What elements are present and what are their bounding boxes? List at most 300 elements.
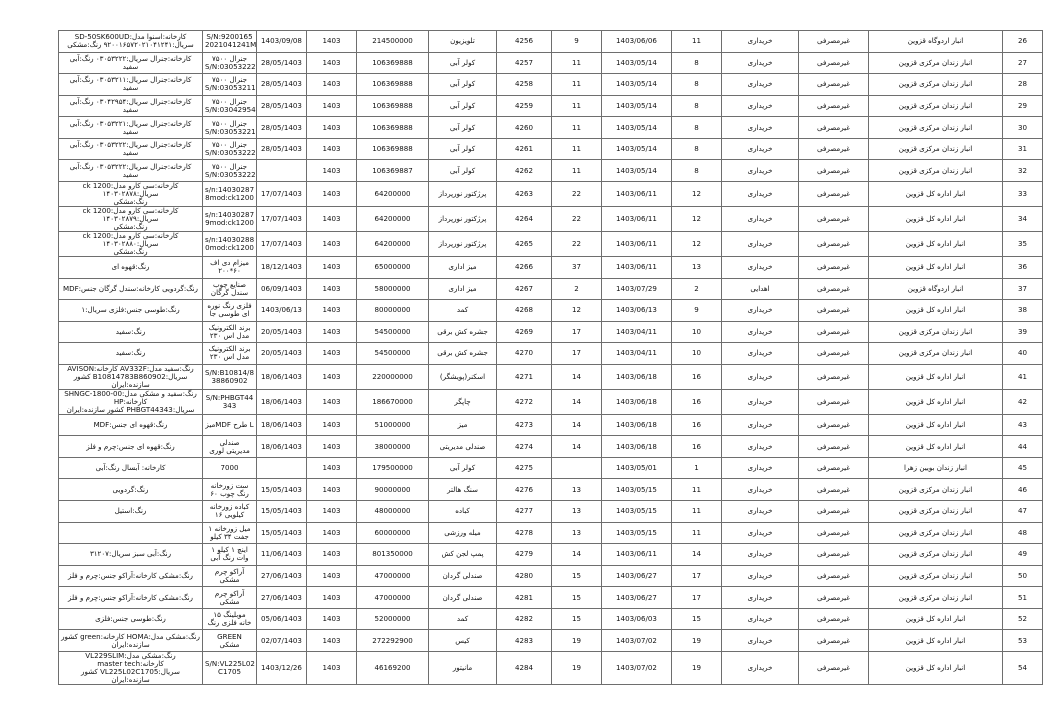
delivery-date-cell: 05/06/1403 [257,608,307,630]
item-id-cell: 4273 [497,414,552,436]
serial-cell: میل زورخانه ۱ جفت ۳۴ کیلو [203,522,257,544]
code-cell: 16 [672,389,722,414]
quantity-cell: 17 [552,321,602,343]
quantity-cell: 11 [552,117,602,139]
item-id-cell: 4262 [497,160,552,182]
price-cell: 80000000 [357,300,429,322]
serial-cell: فلزی رنگ نوره ای طوسی جا [203,300,257,322]
description-cell: کارخانه:جنرال سریال:۰۳۰۵۳۲۲۲ رنگ:آبی سفید [59,160,203,182]
delivery-date-cell: 18/06/1403 [257,364,307,389]
usage-type-cell: غیرمصرفی [799,501,869,523]
usage-type-cell: غیرمصرفی [799,457,869,479]
item-id-cell: 4271 [497,364,552,389]
date-cell: 1403/06/06 [602,31,672,53]
date-cell: 1403/05/14 [602,52,672,74]
year-cell: 1403 [307,321,357,343]
acquisition-type-cell: خریداری [722,117,799,139]
code-cell: 12 [672,181,722,206]
item-id-cell: 4282 [497,608,552,630]
warehouse-cell: انبار اداره کل قزوین [869,436,1003,458]
year-cell: 1403 [307,52,357,74]
quantity-cell: 13 [552,522,602,544]
code-cell: 15 [672,608,722,630]
code-cell: 16 [672,414,722,436]
price-cell: 64200000 [357,231,429,256]
quantity-cell: 11 [552,95,602,117]
row-number-cell: 51 [1003,587,1043,609]
serial-cell: S/N:9200165 2021041241M [203,31,257,53]
usage-type-cell: غیرمصرفی [799,651,869,684]
usage-type-cell: غیرمصرفی [799,321,869,343]
item-name-cell: کولر آبی [429,117,497,139]
table-row [59,231,1043,256]
serial-cell: میزMDF طرح L [203,414,257,436]
description-cell: رنگ:سفید مدل:AV332F کارخانه:AVISON سریال:B10814783B860902 کشور سازنده:ایران [59,364,203,389]
row-number-cell: 30 [1003,117,1043,139]
row-number-cell: 54 [1003,651,1043,684]
table-row [59,544,1043,566]
row-number-cell: 42 [1003,389,1043,414]
code-cell: 1 [672,457,722,479]
description-cell: کارخانه:سی کارو مدل:ck 1200 سریال:۱۴۰۳۰۲۸۷۹ رنگ:مشکی [59,206,203,231]
acquisition-type-cell: خریداری [722,544,799,566]
item-id-cell: 4263 [497,181,552,206]
year-cell: 1403 [307,74,357,96]
warehouse-cell: انبار زندان مرکزی قزوین [869,52,1003,74]
delivery-date-cell: 28/05/1403 [257,52,307,74]
row-number-cell: 36 [1003,256,1043,278]
item-id-cell: 4270 [497,343,552,365]
item-name-cell: کولر آبی [429,457,497,479]
delivery-date-cell: 28/05/1403 [257,117,307,139]
description-cell: رنگ:گردویی کارخانه:سندل گرگان جنس:MDF [59,278,203,300]
usage-type-cell: غیرمصرفی [799,343,869,365]
description-cell: رنگ:مشکی مدل:HOMA کارخانه:green کشور سازنده:ایران [59,630,203,652]
year-cell: 1403 [307,501,357,523]
serial-cell: جنرال ۷۵۰۰ S/N:03053222 [203,160,257,182]
acquisition-type-cell: خریداری [722,52,799,74]
delivery-date-cell: 15/05/1403 [257,479,307,501]
date-cell: 1403/07/29 [602,278,672,300]
date-cell: 1403/07/02 [602,651,672,684]
row-number-cell: 53 [1003,630,1043,652]
table-row [59,389,1043,414]
price-cell: 47000000 [357,565,429,587]
warehouse-cell: انبار اردوگاه قزوین [869,278,1003,300]
table-row [59,501,1043,523]
warehouse-cell: انبار اردوگاه قزوین [869,31,1003,53]
warehouse-cell: انبار زندان مرکزی قزوین [869,343,1003,365]
acquisition-type-cell: خریداری [722,630,799,652]
price-cell: 179500000 [357,457,429,479]
item-id-cell: 4281 [497,587,552,609]
delivery-date-cell: 15/05/1403 [257,501,307,523]
acquisition-type-cell: خریداری [722,651,799,684]
serial-cell: جنرال ۷۵۰۰ S/N:03053222 [203,138,257,160]
code-cell: 12 [672,231,722,256]
quantity-cell: 14 [552,436,602,458]
table-row [59,608,1043,630]
item-name-cell: چاپگر [429,389,497,414]
acquisition-type-cell: خریداری [722,343,799,365]
row-number-cell: 33 [1003,181,1043,206]
item-name-cell: کیس [429,630,497,652]
description-cell: رنگ:مشکی کارخانه:آراکو جنس:چرم و فلز [59,587,203,609]
date-cell: 1403/04/11 [602,321,672,343]
delivery-date-cell: 02/07/1403 [257,630,307,652]
quantity-cell: 15 [552,587,602,609]
date-cell: 1403/07/02 [602,630,672,652]
quantity-cell: 2 [552,278,602,300]
date-cell: 1403/05/15 [602,479,672,501]
usage-type-cell: غیرمصرفی [799,479,869,501]
row-number-cell: 34 [1003,206,1043,231]
description-cell: رنگ:طوسی جنس:فلزی [59,608,203,630]
quantity-cell: 22 [552,231,602,256]
year-cell: 1403 [307,565,357,587]
price-cell: 51000000 [357,414,429,436]
code-cell: 19 [672,651,722,684]
item-id-cell: 4272 [497,389,552,414]
delivery-date-cell: 27/06/1403 [257,565,307,587]
warehouse-cell: انبار اداره کل قزوین [869,630,1003,652]
serial-cell: برند الکترونیک مدل اس ۲۳۰ [203,321,257,343]
item-name-cell: کمد [429,608,497,630]
row-number-cell: 28 [1003,74,1043,96]
table-row [59,414,1043,436]
description-cell: رنگ:سفید [59,343,203,365]
quantity-cell: 13 [552,479,602,501]
code-cell: 8 [672,160,722,182]
usage-type-cell: غیرمصرفی [799,300,869,322]
serial-cell: s/n:14030287 9mod:ck1200 [203,206,257,231]
price-cell: 106369888 [357,95,429,117]
table-row [59,630,1043,652]
usage-type-cell: غیرمصرفی [799,95,869,117]
row-number-cell: 45 [1003,457,1043,479]
acquisition-type-cell: خریداری [722,206,799,231]
quantity-cell: 14 [552,414,602,436]
row-number-cell: 35 [1003,231,1043,256]
code-cell: 11 [672,479,722,501]
date-cell: 1403/06/27 [602,587,672,609]
item-name-cell: پمپ لجن کش [429,544,497,566]
quantity-cell: 12 [552,300,602,322]
usage-type-cell: غیرمصرفی [799,138,869,160]
serial-cell: S/N:B10814/8 38860902 [203,364,257,389]
price-cell: 272292900 [357,630,429,652]
delivery-date-cell: 28/05/1403 [257,138,307,160]
item-name-cell: جشره کش برقی [429,321,497,343]
table-row [59,364,1043,389]
code-cell: 8 [672,74,722,96]
delivery-date-cell: 11/06/1403 [257,544,307,566]
price-cell: 106369888 [357,117,429,139]
warehouse-cell: انبار زندان مرکزی قزوین [869,160,1003,182]
quantity-cell: 22 [552,181,602,206]
row-number-cell: 27 [1003,52,1043,74]
warehouse-cell: انبار زندان مرکزی قزوین [869,544,1003,566]
serial-cell: s/n:14030287 8mod:ck1200 [203,181,257,206]
code-cell: 8 [672,117,722,139]
serial-cell: جنرال ۷۵۰۰ S/N:03053222 [203,52,257,74]
item-name-cell: پرژکتور نورپرداز [429,231,497,256]
table-row [59,138,1043,160]
row-number-cell: 39 [1003,321,1043,343]
year-cell: 1403 [307,31,357,53]
usage-type-cell: غیرمصرفی [799,231,869,256]
item-name-cell: اسکنر(پویشگر) [429,364,497,389]
date-cell: 1403/05/14 [602,117,672,139]
date-cell: 1403/06/18 [602,414,672,436]
item-id-cell: 4260 [497,117,552,139]
delivery-date-cell: 27/06/1403 [257,587,307,609]
warehouse-cell: انبار زندان بویین زهرا [869,457,1003,479]
usage-type-cell: غیرمصرفی [799,31,869,53]
year-cell: 1403 [307,278,357,300]
year-cell: 1403 [307,300,357,322]
quantity-cell: 19 [552,630,602,652]
year-cell: 1403 [307,389,357,414]
usage-type-cell: غیرمصرفی [799,565,869,587]
table-row [59,256,1043,278]
warehouse-cell: انبار زندان مرکزی قزوین [869,479,1003,501]
table-row [59,300,1043,322]
item-id-cell: 4268 [497,300,552,322]
serial-cell: ست زورخانه رنگ چوب ۶۰ [203,479,257,501]
item-id-cell: 4265 [497,231,552,256]
acquisition-type-cell: اهدایی [722,278,799,300]
description-cell: رنگ:مشکی مدل:VL229SLIM کارخانه:master tech سریال:VL225L02C1705 کشور سازنده:ایران [59,651,203,684]
warehouse-cell: انبار زندان مرکزی قزوین [869,565,1003,587]
code-cell: 17 [672,565,722,587]
item-name-cell: کولر آبی [429,52,497,74]
row-number-cell: 40 [1003,343,1043,365]
year-cell: 1403 [307,343,357,365]
year-cell: 1403 [307,522,357,544]
serial-cell: ۱ اینچ ۱ کیلو وات رنگ آبی [203,544,257,566]
quantity-cell: 37 [552,256,602,278]
item-id-cell: 4278 [497,522,552,544]
serial-cell: s/n:14030288 0mod:ck1200 [203,231,257,256]
table-row [59,587,1043,609]
serial-cell: صندلی مدیریتی لوری [203,436,257,458]
quantity-cell: 11 [552,160,602,182]
warehouse-cell: انبار اداره کل قزوین [869,364,1003,389]
table-row [59,479,1043,501]
date-cell: 1403/05/14 [602,95,672,117]
year-cell: 1403 [307,117,357,139]
table-row [59,117,1043,139]
code-cell: 8 [672,95,722,117]
delivery-date-cell: 06/09/1403 [257,278,307,300]
warehouse-cell: انبار زندان مرکزی قزوین [869,95,1003,117]
table-row [59,522,1043,544]
item-id-cell: 4264 [497,206,552,231]
acquisition-type-cell: خریداری [722,436,799,458]
row-number-cell: 52 [1003,608,1043,630]
year-cell: 1403 [307,608,357,630]
item-id-cell: 4261 [497,138,552,160]
code-cell: 16 [672,364,722,389]
table-row [59,31,1043,53]
quantity-cell: 11 [552,52,602,74]
acquisition-type-cell: خریداری [722,608,799,630]
description-cell: کارخانه:اسنوا مدل:SD-50SK600UD سریال:۹۲۰۰۱۶۵۷۲۰۲۱۰۴۱۲۴۱ رنگ:مشکی [59,31,203,53]
row-number-cell: 26 [1003,31,1043,53]
usage-type-cell: غیرمصرفی [799,414,869,436]
price-cell: 90000000 [357,479,429,501]
warehouse-cell: انبار زندان مرکزی قزوین [869,587,1003,609]
item-name-cell: سنگ هالتر [429,479,497,501]
item-name-cell: کولر آبی [429,160,497,182]
price-cell: 52000000 [357,608,429,630]
price-cell: 65000000 [357,256,429,278]
code-cell: 11 [672,31,722,53]
delivery-date-cell: 17/07/1403 [257,181,307,206]
table-row [59,95,1043,117]
quantity-cell: 15 [552,565,602,587]
date-cell: 1403/04/11 [602,343,672,365]
code-cell: 11 [672,522,722,544]
acquisition-type-cell: خریداری [722,364,799,389]
row-number-cell: 46 [1003,479,1043,501]
price-cell: 47000000 [357,587,429,609]
table-row [59,343,1043,365]
code-cell: 11 [672,501,722,523]
serial-cell: آراکو چرم مشکی [203,587,257,609]
price-cell: 64200000 [357,181,429,206]
description-cell: کارخانه:جنرال سریال:۰۳۰۵۳۲۲۱ رنگ:آبی سفید [59,117,203,139]
table-row [59,457,1043,479]
year-cell: 1403 [307,544,357,566]
price-cell: 54500000 [357,343,429,365]
quantity-cell: 19 [552,651,602,684]
description-cell: کارخانه:جنرال سریال:۰۳۰۵۳۲۲۲ رنگ:آبی سفید [59,138,203,160]
row-number-cell: 48 [1003,522,1043,544]
acquisition-type-cell: خریداری [722,160,799,182]
item-id-cell: 4258 [497,74,552,96]
item-name-cell: کمد [429,300,497,322]
table-row [59,565,1043,587]
usage-type-cell: غیرمصرفی [799,544,869,566]
usage-type-cell: غیرمصرفی [799,364,869,389]
date-cell: 1403/06/03 [602,608,672,630]
serial-cell: جنرال ۷۵۰۰ S/N:03053211 [203,74,257,96]
warehouse-cell: انبار اداره کل قزوین [869,389,1003,414]
acquisition-type-cell: خریداری [722,31,799,53]
item-id-cell: 4266 [497,256,552,278]
item-id-cell: 4257 [497,52,552,74]
item-id-cell: 4283 [497,630,552,652]
year-cell: 1403 [307,256,357,278]
item-id-cell: 4274 [497,436,552,458]
serial-cell: آراکو چرم مشکی [203,565,257,587]
row-number-cell: 32 [1003,160,1043,182]
warehouse-cell: انبار زندان مرکزی قزوین [869,321,1003,343]
code-cell: 13 [672,256,722,278]
quantity-cell: 15 [552,608,602,630]
row-number-cell: 50 [1003,565,1043,587]
year-cell: 1403 [307,364,357,389]
acquisition-type-cell: خریداری [722,479,799,501]
warehouse-cell: انبار زندان مرکزی قزوین [869,138,1003,160]
price-cell: 106369888 [357,52,429,74]
serial-cell: جنرال ۷۵۰۰ S/N:03042954 [203,95,257,117]
code-cell: 10 [672,321,722,343]
code-cell: 8 [672,138,722,160]
date-cell: 1403/06/11 [602,206,672,231]
year-cell: 1403 [307,479,357,501]
code-cell: 14 [672,544,722,566]
table-row [59,74,1043,96]
item-name-cell: کولر آبی [429,74,497,96]
year-cell: 1403 [307,587,357,609]
delivery-date-cell: 15/05/1403 [257,522,307,544]
acquisition-type-cell: خریداری [722,256,799,278]
inventory-rows [59,31,1043,685]
acquisition-type-cell: خریداری [722,565,799,587]
table-row [59,278,1043,300]
item-id-cell: 4256 [497,31,552,53]
description-cell: کارخانه:جنرال سریال:۰۳۰۵۳۲۲۲ رنگ:آبی سفید [59,52,203,74]
quantity-cell: 13 [552,501,602,523]
warehouse-cell: انبار اداره کل قزوین [869,651,1003,684]
quantity-cell: 14 [552,544,602,566]
delivery-date-cell: 28/05/1403 [257,95,307,117]
usage-type-cell: غیرمصرفی [799,52,869,74]
item-name-cell: صندلی گردان [429,565,497,587]
warehouse-cell: انبار اداره کل قزوین [869,181,1003,206]
description-cell: رنگ:قهوه ای جنس:MDF [59,414,203,436]
warehouse-cell: انبار زندان مرکزی قزوین [869,501,1003,523]
date-cell: 1403/06/11 [602,256,672,278]
acquisition-type-cell: خریداری [722,231,799,256]
date-cell: 1403/05/15 [602,501,672,523]
item-id-cell: 4267 [497,278,552,300]
item-id-cell: 4277 [497,501,552,523]
description-cell: رنگ:مشکی کارخانه:آراکو جنس:چرم و فلز [59,565,203,587]
table-row [59,321,1043,343]
date-cell: 1403/05/14 [602,160,672,182]
date-cell: 1403/06/11 [602,544,672,566]
item-name-cell: میز اداری [429,256,497,278]
price-cell: 48000000 [357,501,429,523]
code-cell: 8 [672,52,722,74]
usage-type-cell: غیرمصرفی [799,389,869,414]
item-id-cell: 4276 [497,479,552,501]
usage-type-cell: غیرمصرفی [799,522,869,544]
item-id-cell: 4275 [497,457,552,479]
delivery-date-cell: 20/05/1403 [257,321,307,343]
table-row [59,181,1043,206]
delivery-date-cell: 1403/09/08 [257,31,307,53]
warehouse-cell: انبار زندان مرکزی قزوین [869,117,1003,139]
serial-cell: S/N:VL225L02 C1705 [203,651,257,684]
price-cell: 58000000 [357,278,429,300]
description-cell: کارخانه:جنرال سریال:۰۳۰۵۳۲۱۱ رنگ:آبی سفید [59,74,203,96]
row-number-cell: 41 [1003,364,1043,389]
quantity-cell: 9 [552,31,602,53]
date-cell: 1403/06/18 [602,389,672,414]
table-row [59,651,1043,684]
delivery-date-cell: 18/12/1403 [257,256,307,278]
year-cell: 1403 [307,436,357,458]
delivery-date-cell [257,457,307,479]
acquisition-type-cell: خریداری [722,321,799,343]
warehouse-cell: انبار اداره کل قزوین [869,256,1003,278]
warehouse-cell: انبار زندان مرکزی قزوین [869,522,1003,544]
